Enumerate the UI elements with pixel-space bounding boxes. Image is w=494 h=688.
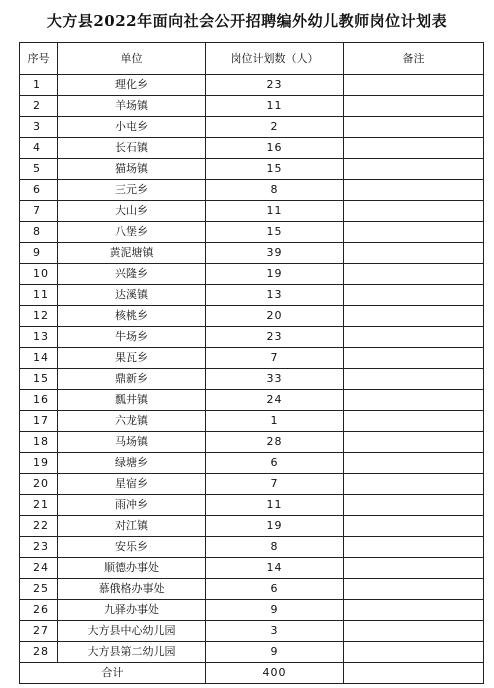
cell-positions: 19 <box>206 264 344 285</box>
table-row <box>20 180 484 201</box>
total-positions: 400 <box>206 663 344 684</box>
cell-index: 2 <box>20 96 58 117</box>
table-row <box>20 390 484 411</box>
cell-positions: 20 <box>206 306 344 327</box>
positions-table <box>19 42 484 684</box>
cell-remarks <box>344 411 484 432</box>
table-row <box>20 474 484 495</box>
cell-positions: 8 <box>206 180 344 201</box>
cell-unit: 达溪镇 <box>58 285 206 306</box>
cell-positions: 7 <box>206 348 344 369</box>
cell-unit: 三元乡 <box>58 180 206 201</box>
cell-positions: 23 <box>206 327 344 348</box>
cell-unit: 猫场镇 <box>58 159 206 180</box>
table-row <box>20 579 484 600</box>
cell-unit: 理化乡 <box>58 75 206 96</box>
cell-positions: 39 <box>206 243 344 264</box>
cell-index: 12 <box>20 306 58 327</box>
table-row <box>20 369 484 390</box>
cell-index: 19 <box>20 453 58 474</box>
table-row <box>20 75 484 96</box>
cell-positions: 19 <box>206 516 344 537</box>
cell-unit: 顺德办事处 <box>58 558 206 579</box>
cell-positions: 11 <box>206 495 344 516</box>
header-index: 序号 <box>20 43 58 75</box>
table-row <box>20 243 484 264</box>
cell-remarks <box>344 96 484 117</box>
cell-unit: 小屯乡 <box>58 117 206 138</box>
cell-remarks <box>344 306 484 327</box>
cell-remarks <box>344 117 484 138</box>
cell-index: 14 <box>20 348 58 369</box>
cell-unit: 八堡乡 <box>58 222 206 243</box>
cell-positions: 6 <box>206 579 344 600</box>
cell-positions: 13 <box>206 285 344 306</box>
cell-positions: 24 <box>206 390 344 411</box>
table-row <box>20 306 484 327</box>
cell-index: 17 <box>20 411 58 432</box>
cell-index: 5 <box>20 159 58 180</box>
cell-unit: 九驿办事处 <box>58 600 206 621</box>
cell-index: 27 <box>20 621 58 642</box>
cell-index: 3 <box>20 117 58 138</box>
cell-unit: 核桃乡 <box>58 306 206 327</box>
cell-unit: 牛场乡 <box>58 327 206 348</box>
cell-unit: 果瓦乡 <box>58 348 206 369</box>
cell-positions: 15 <box>206 222 344 243</box>
cell-remarks <box>344 495 484 516</box>
cell-index: 13 <box>20 327 58 348</box>
cell-unit: 星宿乡 <box>58 474 206 495</box>
cell-index: 9 <box>20 243 58 264</box>
cell-index: 10 <box>20 264 58 285</box>
cell-positions: 2 <box>206 117 344 138</box>
cell-remarks <box>344 558 484 579</box>
cell-unit: 慕俄格办事处 <box>58 579 206 600</box>
cell-remarks <box>344 243 484 264</box>
cell-unit: 羊场镇 <box>58 96 206 117</box>
cell-remarks <box>344 285 484 306</box>
cell-remarks <box>344 348 484 369</box>
cell-index: 21 <box>20 495 58 516</box>
cell-unit: 六龙镇 <box>58 411 206 432</box>
cell-index: 18 <box>20 432 58 453</box>
table-row <box>20 138 484 159</box>
cell-index: 11 <box>20 285 58 306</box>
table-row <box>20 600 484 621</box>
total-label: 合计 <box>20 663 206 684</box>
table-row <box>20 516 484 537</box>
cell-remarks <box>344 453 484 474</box>
header-positions: 岗位计划数（人） <box>206 43 344 75</box>
cell-index: 25 <box>20 579 58 600</box>
cell-unit: 黄泥塘镇 <box>58 243 206 264</box>
cell-remarks <box>344 369 484 390</box>
cell-index: 20 <box>20 474 58 495</box>
cell-index: 24 <box>20 558 58 579</box>
cell-remarks <box>344 516 484 537</box>
cell-positions: 9 <box>206 600 344 621</box>
table-row <box>20 201 484 222</box>
cell-unit: 对江镇 <box>58 516 206 537</box>
cell-positions: 16 <box>206 138 344 159</box>
cell-unit: 安乐乡 <box>58 537 206 558</box>
cell-index: 15 <box>20 369 58 390</box>
cell-index: 8 <box>20 222 58 243</box>
table-header-row <box>20 43 484 75</box>
cell-unit: 绿塘乡 <box>58 453 206 474</box>
cell-index: 26 <box>20 600 58 621</box>
cell-positions: 14 <box>206 558 344 579</box>
table-row <box>20 621 484 642</box>
cell-unit: 马场镇 <box>58 432 206 453</box>
cell-remarks <box>344 327 484 348</box>
table-row <box>20 453 484 474</box>
cell-unit: 雨冲乡 <box>58 495 206 516</box>
cell-remarks <box>344 138 484 159</box>
cell-remarks <box>344 75 484 96</box>
cell-unit: 大山乡 <box>58 201 206 222</box>
cell-unit: 大方县中心幼儿园 <box>58 621 206 642</box>
cell-positions: 3 <box>206 621 344 642</box>
cell-positions: 23 <box>206 75 344 96</box>
cell-remarks <box>344 642 484 663</box>
cell-index: 4 <box>20 138 58 159</box>
cell-remarks <box>344 537 484 558</box>
cell-remarks <box>344 264 484 285</box>
table-row <box>20 117 484 138</box>
cell-index: 16 <box>20 390 58 411</box>
header-unit: 单位 <box>58 43 206 75</box>
cell-remarks <box>344 621 484 642</box>
table-row <box>20 264 484 285</box>
cell-positions: 11 <box>206 201 344 222</box>
cell-index: 7 <box>20 201 58 222</box>
cell-positions: 1 <box>206 411 344 432</box>
table-row <box>20 285 484 306</box>
cell-index: 1 <box>20 75 58 96</box>
table-row <box>20 537 484 558</box>
table-row <box>20 327 484 348</box>
table-row <box>20 558 484 579</box>
cell-unit: 长石镇 <box>58 138 206 159</box>
cell-index: 28 <box>20 642 58 663</box>
cell-index: 6 <box>20 180 58 201</box>
total-row <box>20 663 484 684</box>
cell-remarks <box>344 222 484 243</box>
cell-index: 22 <box>20 516 58 537</box>
cell-positions: 11 <box>206 96 344 117</box>
cell-positions: 33 <box>206 369 344 390</box>
cell-positions: 7 <box>206 474 344 495</box>
total-remarks <box>344 663 484 684</box>
cell-index: 23 <box>20 537 58 558</box>
table-row <box>20 411 484 432</box>
table-row <box>20 96 484 117</box>
cell-remarks <box>344 159 484 180</box>
cell-remarks <box>344 432 484 453</box>
cell-remarks <box>344 201 484 222</box>
cell-positions: 9 <box>206 642 344 663</box>
cell-remarks <box>344 390 484 411</box>
cell-unit: 兴隆乡 <box>58 264 206 285</box>
table-row <box>20 432 484 453</box>
cell-unit: 鼎新乡 <box>58 369 206 390</box>
table-row <box>20 222 484 243</box>
table-row <box>20 159 484 180</box>
cell-unit: 大方县第二幼儿园 <box>58 642 206 663</box>
cell-remarks <box>344 579 484 600</box>
cell-remarks <box>344 180 484 201</box>
table-row <box>20 348 484 369</box>
document-title: 大方县2022年面向社会公开招聘编外幼儿教师岗位计划表 <box>46 12 448 30</box>
table-row <box>20 495 484 516</box>
table-body <box>20 75 484 663</box>
header-remarks: 备注 <box>344 43 484 75</box>
cell-positions: 6 <box>206 453 344 474</box>
cell-positions: 15 <box>206 159 344 180</box>
cell-remarks <box>344 600 484 621</box>
cell-unit: 瓢井镇 <box>58 390 206 411</box>
cell-positions: 8 <box>206 537 344 558</box>
table-row <box>20 642 484 663</box>
cell-positions: 28 <box>206 432 344 453</box>
cell-remarks <box>344 474 484 495</box>
